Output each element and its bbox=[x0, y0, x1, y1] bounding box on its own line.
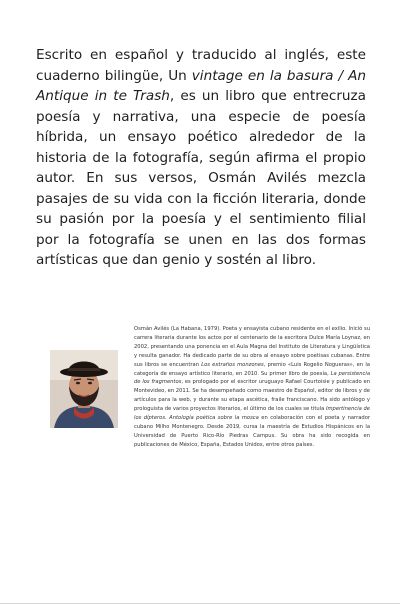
author-portrait-icon bbox=[50, 350, 118, 428]
bio-text-2: , premio «Luis Rogelio Nogueras», en la categoría de ensayo artístico literario, en 2010. Su primer libro de poesía, bbox=[134, 361, 370, 377]
bio-text-1: Osmán Avilés (La Habana, 1979). Poeta y ensayista cubano residente en el exilio. Inició su carrera literaria durante los actos por el centenario de la escritora Dulce María Loynaz, en 2002, presentando una ponencia en el Aula Magna del Instituto de Literatura y Lingüística y resulta ganador. Ha dedicado parte de su obra al ensayo sobre poetisas cubanas. Entre sus libros se encuentran bbox=[134, 326, 370, 368]
author-photo bbox=[50, 350, 118, 428]
description-text-2: , es un libro que entrecruza poesía y narrativa, una especie de poesía híbrida, un ensayo poético alrededor de la historia de la fotografía, según afirma el propio autor. En sus versos, Osmán Avilés mezcla pasajes de su vida con la ficción literaria, donde su pasión por la poesía y el sentimiento filial por la fotografía se unen en las dos formas artísticas que dan genio y sostén al libro. bbox=[36, 88, 366, 268]
author-biography bbox=[134, 325, 370, 450]
bio-text-3: , es prologado por el escritor uruguayo Rafael Courtoisie y publicado en Montevideo, en 2011. Se ha desempeñado como maestro de Español, editor de libros y de artículos para la web, y durante su etapa ascética, fraile franciscano. Ha sido antólogo y prologuista de varios proyectos literarios, el último de los cuales se titula bbox=[134, 379, 370, 413]
bio-text-4: en colaboración con el poeta y narrador cubano Milho Montenegro. Desde 2019, cursa la maestría de Estudios Hispánicos en la Universidad de Puerto Rico-Río Piedras Campus. Su obra ha sido recogida en publicaciones de México, España, Estados Unidos, entre otros países. bbox=[134, 415, 370, 448]
bio-book-title-3: Impertinencia de los dípteros. Antología poética sobre la mosca bbox=[134, 406, 370, 422]
bio-book-title-1: Los extraños monzones bbox=[201, 361, 264, 368]
back-cover-description bbox=[36, 45, 366, 271]
description-text-1: Escrito en español y traducido al inglés, este cuaderno bilingüe, Un bbox=[36, 47, 366, 84]
page-divider bbox=[0, 603, 400, 604]
bio-book-title-2: La persistencia de los fragmentos bbox=[134, 370, 371, 386]
book-title: vintage en la basura / An Antique in te Trash bbox=[36, 67, 366, 104]
